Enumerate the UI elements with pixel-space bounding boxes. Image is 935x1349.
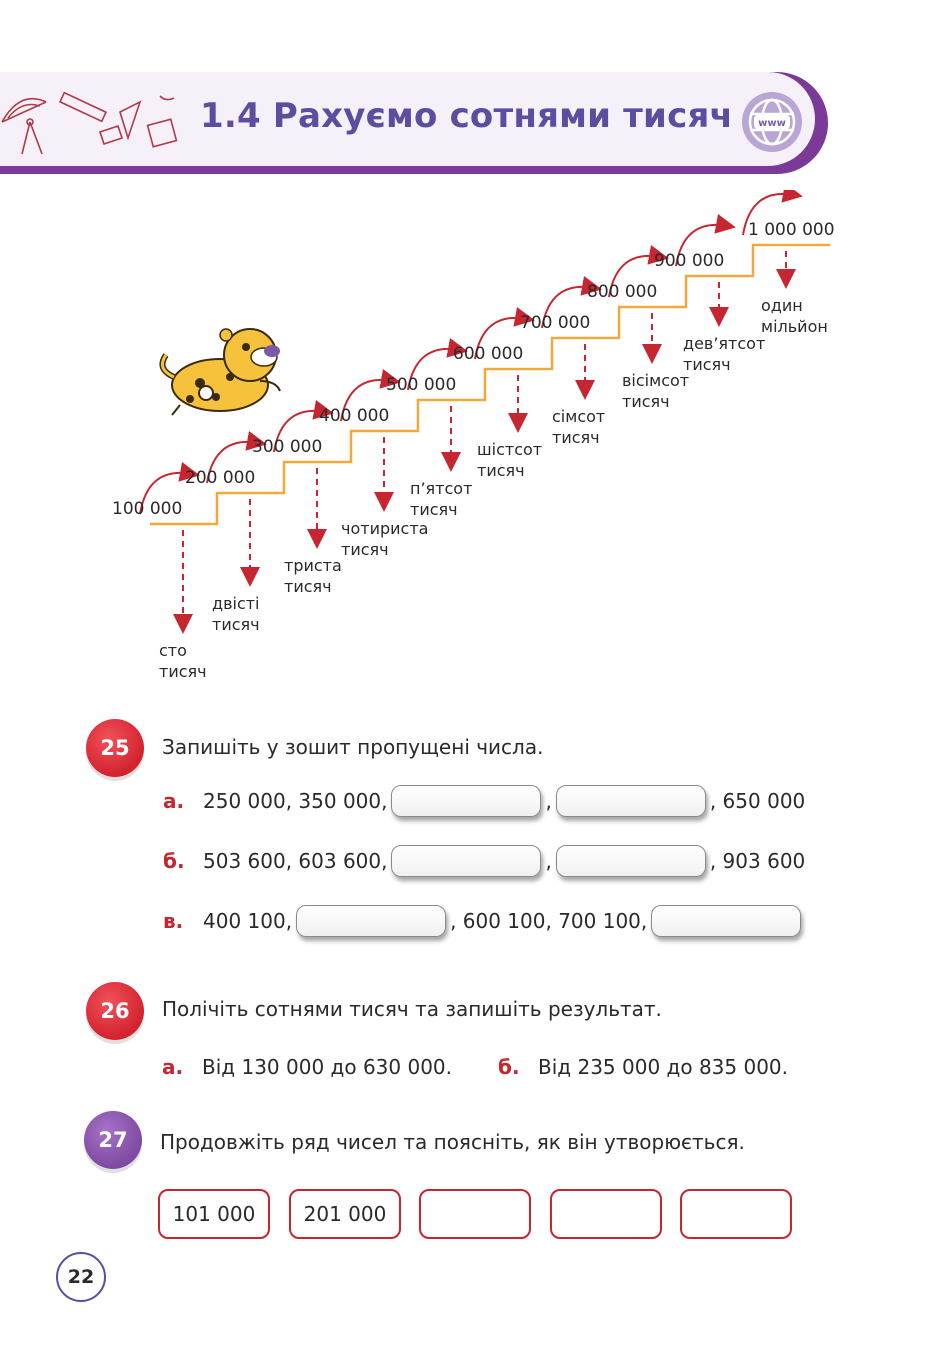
task-25-c-start: 400 100,	[203, 909, 293, 933]
step-number: 400 000	[319, 406, 390, 426]
step-number: 200 000	[185, 468, 256, 488]
answer-blank[interactable]	[556, 785, 706, 817]
sequence-box-empty[interactable]	[419, 1189, 531, 1239]
task-25-row-c	[163, 905, 805, 937]
step-word: дев’ятсот тисяч	[683, 334, 766, 374]
step-word: п’ятсот тисяч	[410, 479, 473, 519]
task-25-badge: 25	[86, 719, 144, 777]
task-25-b-sep: ,	[545, 849, 552, 873]
task-25-a-start: 250 000, 350 000,	[203, 789, 388, 813]
step-word: сто тисяч	[159, 641, 207, 681]
chapter-title: 1.4 Рахуємо сотнями тисяч	[200, 96, 734, 136]
task-26-a-letter: а.	[162, 1055, 184, 1079]
step-number: 600 000	[453, 344, 524, 364]
task-27-text: Продовжіть ряд чисел та поясніть, як він утворюється.	[160, 1130, 745, 1154]
task-26-row	[162, 1055, 788, 1079]
task-25-a-letter: а.	[163, 789, 185, 813]
sequence-box-empty[interactable]	[680, 1189, 792, 1239]
answer-blank[interactable]	[556, 845, 706, 877]
task-25-c-mid: , 600 100, 700 100,	[450, 909, 648, 933]
task-25-text: Запишіть у зошит пропущені числа.	[162, 735, 544, 759]
step-number: 500 000	[386, 375, 457, 395]
sequence-box: 201 000	[289, 1189, 401, 1239]
task-25-c-letter: в.	[163, 909, 184, 933]
task-27-badge: 27	[84, 1111, 142, 1169]
step-word: вісімсот тисяч	[622, 371, 690, 411]
step-word: сімсот тисяч	[552, 407, 606, 447]
answer-blank[interactable]	[391, 845, 541, 877]
answer-blank[interactable]	[651, 905, 801, 937]
task-25-a-end: , 650 000	[709, 789, 806, 813]
task-26-b-letter: б.	[498, 1055, 520, 1079]
task-25-row-b	[163, 845, 805, 877]
task-26-badge: 26	[86, 982, 144, 1040]
task-26-a-text: Від 130 000 до 630 000.	[202, 1055, 453, 1079]
step-word: чотириста тисяч	[341, 519, 429, 559]
sequence-box-empty[interactable]	[550, 1189, 662, 1239]
globe-icon[interactable]	[740, 90, 804, 154]
answer-blank[interactable]	[391, 785, 541, 817]
answer-blank[interactable]	[296, 905, 446, 937]
step-word: двісті тисяч	[212, 594, 260, 634]
step-number: 900 000	[654, 251, 725, 271]
page-number: 22	[56, 1252, 106, 1302]
step-number: 300 000	[252, 437, 323, 457]
step-number: 700 000	[520, 313, 591, 333]
task-26-b-text: Від 235 000 до 835 000.	[538, 1055, 789, 1079]
step-number: 1 000 000	[748, 220, 835, 240]
globe-label: www	[758, 118, 786, 129]
step-word: шістсот тисяч	[477, 440, 543, 480]
step-number: 100 000	[112, 499, 183, 519]
step-word: триста тисяч	[284, 556, 342, 596]
task-25-row-a	[163, 785, 805, 817]
task-26-text: Полічіть сотнями тисяч та запишіть результат.	[162, 997, 662, 1021]
task-25-b-start: 503 600, 603 600,	[203, 849, 388, 873]
leopard-mascot	[162, 329, 280, 415]
school-tools-icon	[0, 82, 190, 162]
staircase-diagram	[0, 190, 935, 710]
task-25-b-letter: б.	[163, 849, 185, 873]
step-number: 800 000	[587, 282, 658, 302]
task-25-a-sep: ,	[545, 789, 552, 813]
task-25-b-end: , 903 600	[709, 849, 806, 873]
sequence-box: 101 000	[158, 1189, 270, 1239]
step-word: один мільйон	[761, 296, 828, 336]
